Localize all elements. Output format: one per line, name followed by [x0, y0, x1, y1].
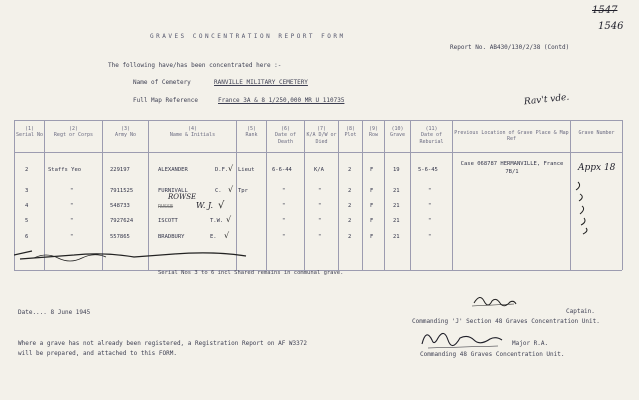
row3-ka: ": [318, 203, 322, 209]
row1-check-mark: √: [228, 164, 234, 173]
row4-grave: 21: [393, 218, 400, 224]
row1-grave-number: Appx 18: [578, 163, 616, 173]
row4-date-death: ": [282, 218, 286, 224]
top-right-number-1: 1547: [592, 5, 618, 16]
report-number: Report No. AB430/130/2/38 (Contd): [450, 44, 570, 51]
col-head-regt: (2) Regt or Corps: [53, 126, 94, 139]
row2-plot: 2: [348, 188, 352, 194]
row2-date-death: ": [282, 188, 286, 194]
row3-name: ROWSE: [168, 193, 197, 201]
col-head-ka: (7) K/A D/W or Died: [306, 126, 337, 145]
footer-note-2: will be prepared, and attached to this FORM.: [18, 350, 177, 357]
row4-reburial: ": [428, 218, 432, 224]
top-right-number-2: 1546: [598, 21, 624, 32]
row5-serial: 6: [25, 234, 29, 240]
row4-name: ISCOTT: [158, 218, 178, 224]
row1-serial: 2: [25, 167, 29, 173]
table-header-border: [14, 152, 622, 153]
row3-plot: 2: [348, 203, 352, 209]
row2-regt: ": [70, 188, 74, 194]
intro-line: The following have/has been concentrated here :-: [108, 62, 282, 69]
ditto-scribble: [560, 170, 600, 240]
table-note: Serial Nos 3 to 6 incl Shared remains in communal grave.: [158, 270, 344, 276]
row4-row: F: [370, 218, 374, 224]
row5-check-mark: √: [224, 231, 230, 240]
major-unit: Commanding 48 Graves Concentration Unit.: [420, 351, 565, 358]
row4-regt: ": [70, 218, 74, 224]
major-role: Major R.A.: [512, 340, 549, 347]
row4-army-no: 7927624: [110, 218, 134, 224]
row5-row: F: [370, 234, 374, 240]
signature-major: [418, 328, 518, 352]
row5-regt: ": [70, 234, 74, 240]
row1-date-death: 6-6-44: [272, 167, 292, 173]
row4-plot: 2: [348, 218, 352, 224]
row5-army-no: 557865: [110, 234, 130, 240]
margin-note: Rav't vde.: [523, 92, 570, 108]
row3-serial: 4: [25, 203, 29, 209]
row3-reburial: ": [428, 203, 432, 209]
map-ref-value: France 3A & 8 1/250,000 MR U 110735: [218, 97, 345, 104]
row4-check-mark: √: [226, 215, 232, 224]
captain-role: Captain.: [566, 308, 595, 315]
row2-grave: 21: [393, 188, 400, 194]
signature-captain: [470, 293, 520, 309]
col-head-grave-number: Grave Number: [578, 130, 615, 136]
row1-name: ALEXANDER: [158, 167, 188, 173]
cemetery-name: RANVILLE MILITARY CEMETERY: [214, 79, 308, 86]
row2-initials: C.: [215, 188, 222, 194]
row3-row: F: [370, 203, 374, 209]
col-head-army-no: (3) Army No: [114, 126, 137, 139]
row5-ka: ": [318, 234, 322, 240]
row4-serial: 5: [25, 218, 29, 224]
row1-prev-location: Case 068787 HERMANVILLE, France 7B/1: [460, 161, 564, 176]
row1-plot: 2: [348, 167, 352, 173]
row3-date-death: ": [282, 203, 286, 209]
row2-rank: Tpr: [238, 188, 248, 194]
footer-note-1: Where a grave has not already been registered, a Registration Report on AF W3372: [18, 340, 307, 347]
row5-name: BRADBURY: [158, 234, 185, 240]
row2-row: F: [370, 188, 374, 194]
col-head-grave: (10) Grave: [389, 126, 406, 139]
row2-check-mark: √: [228, 185, 234, 194]
row3-regt: ": [70, 203, 74, 209]
col-head-prev-location: Previous Location of Grave Place & Map Ref: [454, 130, 569, 143]
date-line: Date.... 8 June 1945: [18, 309, 91, 316]
form-title: GRAVES CONCENTRATION REPORT FORM: [150, 33, 346, 40]
row5-reburial: ": [428, 234, 432, 240]
row1-rank: Lieut: [238, 167, 255, 173]
row1-ka: K/A: [314, 167, 324, 173]
cemetery-label: Name of Cemetery: [133, 79, 191, 86]
row1-initials: D.F.: [215, 167, 229, 173]
row3-initials: W. J.: [196, 201, 214, 210]
table-top-border: [14, 120, 622, 121]
col-head-name: (4) Name & Initials: [169, 126, 216, 139]
col-head-rank: (5) Rank: [245, 126, 258, 139]
row2-name: FURNIVALL: [158, 188, 188, 194]
col-head-row: (9) Row: [368, 126, 379, 139]
col-head-reburial: (11) Date of Reburial: [419, 126, 444, 145]
row3-army-no: 548733: [110, 203, 130, 209]
row4-initials: T.W.: [210, 218, 224, 224]
row5-initials: E.: [210, 234, 217, 240]
row3-struck-name: RUSSE: [158, 204, 174, 210]
row2-ka: ": [318, 188, 322, 194]
row5-date-death: ": [282, 234, 286, 240]
row2-serial: 3: [25, 188, 29, 194]
row1-army-no: 229197: [110, 167, 130, 173]
row5-plot: 2: [348, 234, 352, 240]
captain-unit: Commanding 'J' Section 48 Graves Concentration Unit.: [412, 318, 600, 325]
row3-check-mark: √: [218, 200, 225, 211]
row1-reburial: 5-6-45: [418, 167, 438, 173]
col-head-plot: (8) Plot: [344, 126, 357, 139]
row1-grave: 19: [393, 167, 400, 173]
row3-grave: 21: [393, 203, 400, 209]
struck-row-scribble: [14, 247, 254, 263]
row2-reburial: ": [428, 188, 432, 194]
row1-row: F: [370, 167, 374, 173]
row2-army-no: 7911525: [110, 188, 134, 194]
map-ref-label: Full Map Reference: [133, 97, 199, 104]
col-head-serial: (1) Serial No: [15, 126, 44, 139]
row4-ka: ": [318, 218, 322, 224]
row5-grave: 21: [393, 234, 400, 240]
row1-regt: Staffs Yeo: [48, 167, 82, 173]
col-head-date-death: (6) Date of Death: [274, 126, 297, 145]
